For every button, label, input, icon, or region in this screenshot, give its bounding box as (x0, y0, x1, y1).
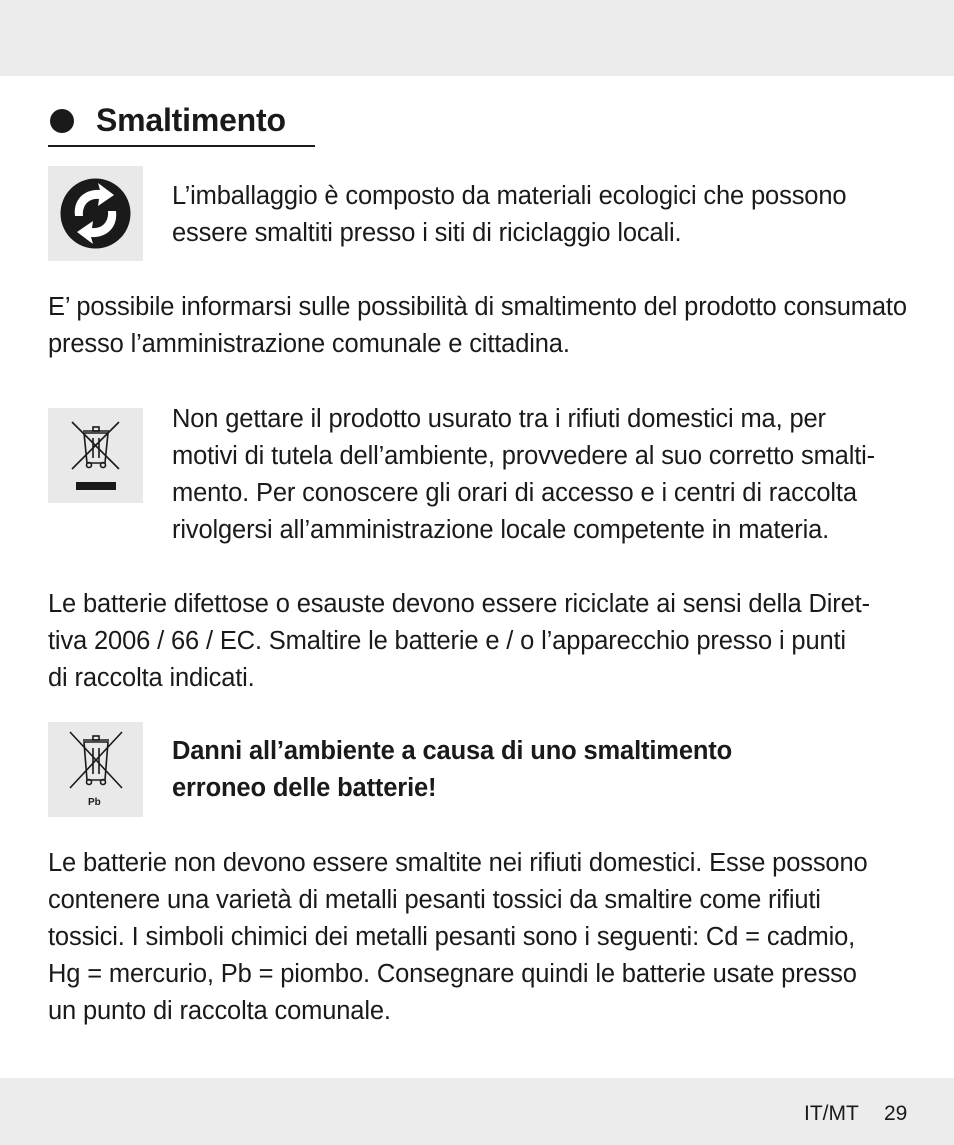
batteries-directive-paragraph: Le batterie difettose o esauste devono essere riciclate ai sensi della Diret- tiva 2006 / 66 / EC. Smaltire le batterie e / o l’apparecchio presso i punti di raccolta indicati. (48, 590, 870, 692)
product-disposal-paragraph: E’ possibile informarsi sulle possibilità di smaltimento del prodotto consumato presso l’amministrazione comunale e cittadina. (48, 293, 907, 358)
section-title: Smaltimento (96, 102, 286, 138)
bullet-icon (50, 109, 74, 133)
warning-paragraph: Danni all’ambiente a causa di uno smaltimento erroneo delle batterie! (172, 737, 733, 802)
pb-label: Pb (88, 797, 101, 808)
household-waste-paragraph: Non gettare il prodotto usurato tra i rifiuti domestici ma, per motivi di tutela dell’ambiente, provvedere al suo corretto smalti- mento. Per conoscere gli orari di accesso e i centri di raccolta rivolgersi all’amministrazione locale competente in materia. (172, 405, 876, 544)
footer-language: IT/MT (804, 1102, 859, 1125)
packaging-paragraph: L’imballaggio è composto da materiali ecologici che possono essere smaltiti presso i siti di riciclaggio locali. (172, 182, 847, 247)
page-number: 29 (884, 1102, 908, 1125)
section-heading (48, 98, 315, 147)
crossed-out-bin-icon (48, 408, 143, 503)
green-dot-recycling-icon (48, 166, 143, 261)
crossed-out-bin-pb-icon (48, 722, 143, 817)
heavy-metals-paragraph: Le batterie non devono essere smaltite nei rifiuti domestici. Esse possono contenere una varietà di metalli pesanti tossici da smaltire come rifiuti tossici. I simboli chimici dei metalli pesanti sono i seguenti: Cd = cadmio, Hg = mercurio, Pb = piombo. Consegnare quindi le batterie usate presso un punto di raccolta comunale. (48, 849, 868, 1025)
header-band (0, 0, 954, 76)
